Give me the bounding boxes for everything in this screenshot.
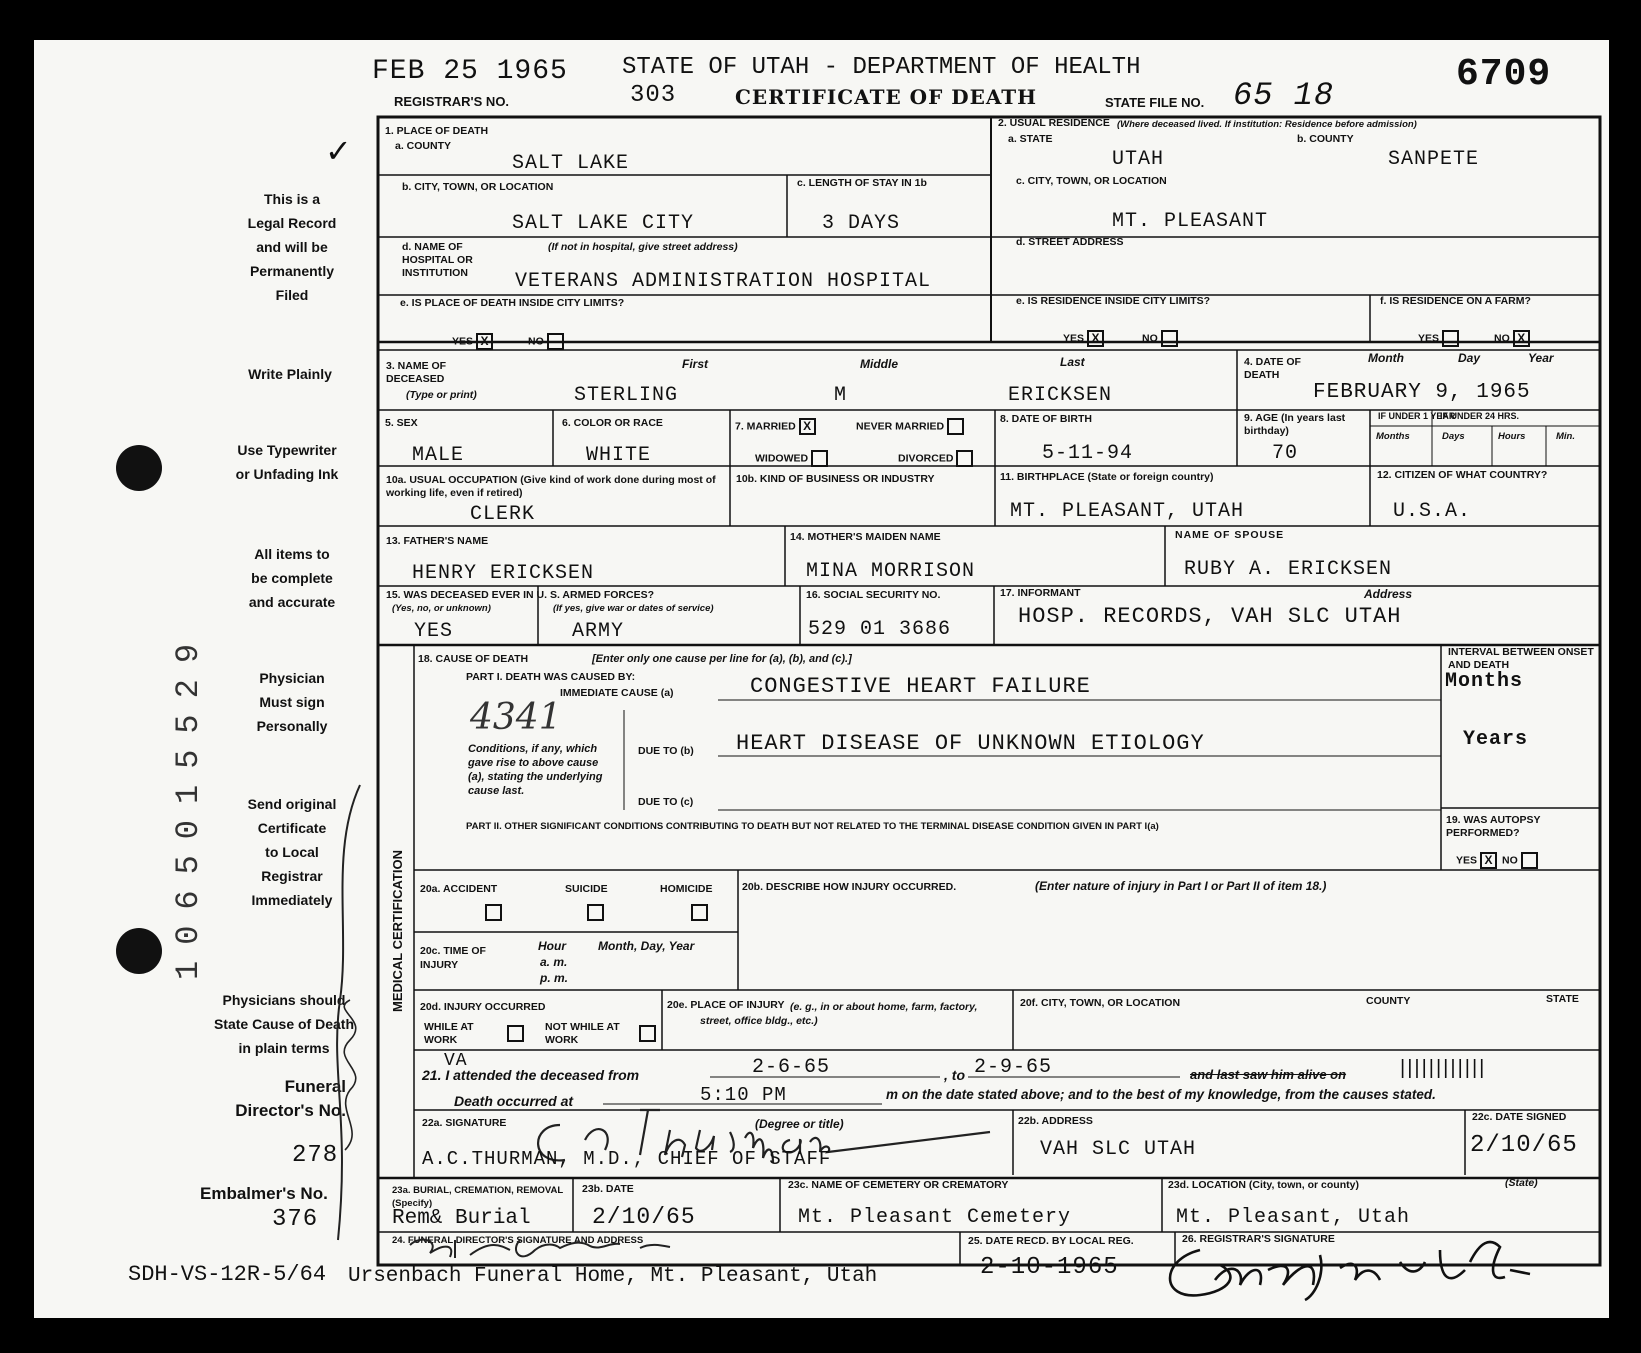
no-checkbox[interactable]: X [1513, 330, 1530, 347]
label-funeral-director: 24. FUNERAL DIRECTOR'S SIGNATURE AND ADDRESS [392, 1235, 644, 1246]
label-last: Last [1060, 355, 1085, 369]
widowed-label: WIDOWED [755, 452, 809, 465]
label-age-min: Min. [1556, 431, 1575, 442]
label-usual-residence: 2. USUAL RESIDENCE [998, 117, 1110, 129]
label-name-deceased: 3. NAME OF DECEASED [386, 360, 447, 385]
value-death-time: 5:10 PM [700, 1084, 787, 1106]
yes-label: YES [1456, 854, 1478, 867]
yes-label: YES [452, 335, 474, 348]
married-label: 7. MARRIED [735, 420, 796, 433]
widowed-checkbox[interactable] [811, 450, 828, 467]
label-to: , to [944, 1067, 965, 1083]
accident-checkbox[interactable] [485, 904, 502, 921]
no-farm [1494, 330, 1530, 347]
value-cause-b: HEART DISEASE OF UNKNOWN ETIOLOGY [736, 731, 1205, 756]
label-month-day-year: Month, Day, Year [598, 939, 695, 953]
label-injury-note: (Enter nature of injury in Part I or Part II of item 18.) [1035, 879, 1327, 893]
label-sex: 5. SEX [385, 417, 418, 429]
label-accident: 20a. ACCIDENT [420, 883, 498, 895]
label-occupation: 10a. USUAL OCCUPATION (Give kind of work done during most of working life, even if retired) [386, 474, 716, 499]
label-date-signed: 22c. DATE SIGNED [1472, 1111, 1567, 1123]
label-birthplace: 11. BIRTHPLACE (State or foreign country) [1000, 471, 1214, 483]
never-married-option [856, 418, 964, 435]
label-due-c: DUE TO (c) [638, 796, 694, 808]
label-middle: Middle [860, 357, 898, 371]
value-phys-address: VAH SLC UTAH [1040, 1138, 1197, 1161]
value-sex: MALE [412, 444, 465, 467]
strike-marks: |||||||||||| [1400, 1057, 1487, 1079]
married-option [735, 418, 816, 435]
value-funeral-home: Ursenbach Funeral Home, Mt. Pleasant, Utah [348, 1265, 878, 1288]
homicide-checkbox[interactable] [691, 904, 708, 921]
label-dob: 8. DATE OF BIRTH [1000, 413, 1092, 425]
label-month: Month [1368, 351, 1404, 365]
yes-autopsy [1456, 852, 1497, 869]
funeral-director-label: Funeral Director's No. [235, 1077, 346, 1120]
value-city: SALT LAKE CITY [512, 212, 695, 235]
label-registrar-signature: 26. REGISTRAR'S SIGNATURE [1182, 1233, 1335, 1245]
label-street: d. STREET ADDRESS [1016, 236, 1124, 248]
label-not-work: NOT WHILE AT WORK [545, 1021, 620, 1046]
label-homicide: HOMICIDE [660, 883, 713, 895]
label-suicide: SUICIDE [565, 883, 608, 895]
no-res-inside [1142, 330, 1178, 347]
label-last-saw: and last saw him alive on [1190, 1067, 1347, 1082]
label-burial-date: 23b. DATE [582, 1183, 634, 1195]
label-war-note: (If yes, give war or dates of service) [553, 603, 714, 614]
label-death-occurred: Death occurred at [454, 1093, 574, 1109]
value-mother: MINA MORRISON [806, 560, 976, 583]
label-first: First [682, 357, 709, 371]
label-age-hours: Hours [1498, 431, 1526, 442]
while-work-checkbox[interactable] [507, 1025, 524, 1042]
value-last-name: ERICKSEN [1008, 384, 1113, 407]
no-checkbox[interactable] [1521, 852, 1538, 869]
registrar-number: 303 [630, 82, 677, 109]
value-cemetery: Mt. Pleasant Cemetery [798, 1206, 1072, 1229]
value-hospital: VETERANS ADMINISTRATION HOSPITAL [515, 270, 932, 293]
value-occupation: CLERK [470, 503, 536, 526]
no-label: NO [1502, 854, 1518, 867]
label-injury-city: 20f. CITY, TOWN, OR LOCATION [1020, 997, 1181, 1009]
value-date-signed: 2/10/65 [1470, 1132, 1578, 1159]
label-burial: 23a. BURIAL, CREMATION, REMOVAL (Specify) [392, 1185, 564, 1209]
notice-write-plainly: Write Plainly [248, 366, 332, 382]
vertical-file-number: 1065015529 [170, 627, 207, 980]
label-attended: 21. I attended the deceased from [422, 1067, 640, 1083]
never-married-label: NEVER MARRIED [856, 420, 945, 433]
label-while-work: WHILE AT WORK [424, 1021, 474, 1046]
label-age: 9. AGE (In years last birthday) [1244, 412, 1346, 437]
label-location: 23d. LOCATION (City, town, or county) [1168, 1179, 1359, 1191]
yes-inside-city [452, 333, 493, 350]
label-address: Address [1364, 587, 1413, 601]
label-county: a. COUNTY [395, 140, 452, 152]
notice-physician-sign: Physician Must sign Personally [256, 670, 328, 734]
value-burial-date: 2/10/65 [592, 1204, 696, 1230]
married-checkbox[interactable]: X [799, 418, 816, 435]
label-ssn: 16. SOCIAL SECURITY NO. [806, 589, 941, 601]
value-war: ARMY [572, 620, 625, 643]
label-informant: 17. INFORMANT [1000, 587, 1081, 599]
value-attended-from: 2-6-65 [752, 1056, 831, 1079]
label-hospital: d. NAME OF HOSPITAL OR INSTITUTION [402, 241, 473, 279]
value-location: Mt. Pleasant, Utah [1176, 1206, 1411, 1229]
label-res-inside: e. IS RESIDENCE INSIDE CITY LIMITS? [1016, 295, 1211, 307]
label-part1: PART I. DEATH WAS CAUSED BY: [466, 671, 636, 683]
certificate-title: CERTIFICATE OF DEATH [735, 85, 1038, 109]
value-father: HENRY ERICKSEN [412, 562, 595, 585]
value-res-city: MT. PLEASANT [1112, 210, 1269, 233]
value-burial: Rem& Burial [392, 1207, 531, 1230]
label-city: b. CITY, TOWN, OR LOCATION [402, 181, 554, 193]
label-immediate-cause: IMMEDIATE CAUSE (a) [560, 687, 674, 699]
notice-legal-record: This is a Legal Record and will be Permanently Filed [247, 191, 337, 303]
label-age-days: Days [1442, 431, 1465, 442]
label-farm: f. IS RESIDENCE ON A FARM? [1380, 295, 1531, 307]
yes-checkbox[interactable] [1442, 330, 1459, 347]
notice-typewriter: Use Typewriter or Unfading Ink [235, 442, 339, 482]
yes-res-inside [1063, 330, 1104, 347]
label-armed-forces: 15. WAS DECEASED EVER IN U. S. ARMED FORCES? [386, 589, 654, 601]
label-phys-address: 22b. ADDRESS [1018, 1115, 1093, 1127]
no-checkbox[interactable] [1161, 330, 1178, 347]
notice-cause-plain: Physicians should State Cause of Death in plain terms [213, 992, 355, 1056]
label-under-1-year: IF UNDER 1 YEAR [1378, 411, 1456, 421]
value-res-state: UTAH [1112, 148, 1165, 171]
label-mother: 14. MOTHER'S MAIDEN NAME [790, 531, 941, 543]
label-race: 6. COLOR OR RACE [562, 417, 663, 429]
value-age: 70 [1272, 442, 1299, 465]
notice-complete: All items to be complete and accurate [248, 546, 336, 610]
label-location-state: (State) [1505, 1177, 1538, 1189]
yes-label: YES [1418, 332, 1440, 345]
label-hospital-note: (If not in hospital, give street address) [548, 241, 738, 253]
check-mark: ✓ [325, 133, 352, 169]
label-citizen: 12. CITIZEN OF WHAT COUNTRY? [1377, 469, 1548, 481]
yes-checkbox[interactable]: X [476, 333, 493, 350]
value-dob: 5-11-94 [1042, 442, 1134, 465]
value-res-county: SANPETE [1388, 148, 1480, 171]
label-cemetery: 23c. NAME OF CEMETERY OR CREMATORY [788, 1179, 1009, 1191]
label-date-death: 4. DATE OF DEATH [1244, 356, 1301, 381]
widowed-option [755, 450, 828, 467]
never-married-checkbox[interactable] [947, 418, 964, 435]
label-interval: INTERVAL BETWEEN ONSET AND DEATH [1448, 646, 1594, 671]
value-first-name: STERLING [574, 384, 679, 407]
yes-farm [1418, 330, 1459, 347]
no-inside-city [528, 333, 564, 350]
value-interval-b: Years [1463, 728, 1529, 751]
no-autopsy [1502, 852, 1538, 869]
label-res-county: b. COUNTY [1297, 133, 1354, 145]
label-business: 10b. KIND OF BUSINESS OR INDUSTRY [736, 473, 935, 485]
label-state: a. STATE [1008, 133, 1053, 145]
label-type-print: (Type or print) [406, 389, 477, 401]
label-due-b: DUE TO (b) [638, 745, 694, 757]
state-file-label: STATE FILE NO. [1105, 95, 1205, 110]
medical-certification-label: MEDICAL CERTIFICATION [390, 849, 405, 1012]
label-under-24-hours: IF UNDER 24 HRS. [1440, 411, 1520, 421]
value-date-death: FEBRUARY 9, 1965 [1313, 381, 1531, 404]
value-physician-name: A.C.THURMAN, M.D., CHIEF OF STAFF [422, 1148, 832, 1170]
no-label: NO [1142, 332, 1158, 345]
label-day: Day [1458, 351, 1481, 365]
label-time-injury: 20c. TIME OF INJURY [420, 945, 486, 971]
label-autopsy: 19. WAS AUTOPSY PERFORMED? [1446, 814, 1541, 839]
stamp-number: 6709 [1456, 53, 1552, 96]
received-date-stamp: FEB 25 1965 [372, 56, 568, 87]
label-signature: 22a. SIGNATURE [422, 1117, 507, 1129]
state-title: STATE OF UTAH - DEPARTMENT OF HEALTH [622, 54, 1141, 81]
label-year: Year [1528, 351, 1554, 365]
divorced-option [898, 450, 973, 467]
label-pm: p. m. [540, 971, 569, 985]
label-conditions: Conditions, if any, which gave rise to above cause (a), stating the underlying cause last. [468, 743, 603, 797]
value-citizen: U.S.A. [1393, 500, 1472, 523]
divorced-checkbox[interactable] [956, 450, 973, 467]
value-race: WHITE [586, 444, 652, 467]
label-cause-of-death: 18. CAUSE OF DEATH [418, 653, 529, 665]
label-injury-occurred: 20d. INJURY OCCURRED [420, 1001, 546, 1013]
value-ssn: 529 01 3686 [808, 618, 952, 641]
funeral-director-number: 278 [292, 1142, 339, 1169]
label-cause-note: [Enter only one cause per line for (a), (b), and (c).] [592, 653, 852, 665]
label-injury-county: COUNTY [1366, 995, 1411, 1007]
label-describe-injury: 20b. DESCRIBE HOW INJURY OCCURRED. [742, 881, 957, 893]
value-va: VA [444, 1051, 468, 1071]
value-date-recd: 2-10-1965 [980, 1254, 1119, 1281]
registrar-label: REGISTRAR'S NO. [394, 94, 510, 109]
label-hour: Hour [538, 939, 566, 953]
value-birthplace: MT. PLEASANT, UTAH [1010, 500, 1245, 523]
label-date-recd: 25. DATE RECD. BY LOCAL REG. [968, 1235, 1134, 1247]
notice-send-original: Send original Certificate to Local Registrar Immediately [247, 796, 337, 908]
value-cause-a: CONGESTIVE HEART FAILURE [750, 674, 1091, 699]
label-place-of-death: 1. PLACE OF DEATH [385, 125, 489, 137]
yes-checkbox[interactable]: X [1087, 330, 1104, 347]
value-length-stay: 3 DAYS [822, 212, 901, 235]
yes-label: YES [1063, 332, 1085, 345]
label-degree: (Degree or title) [755, 1117, 844, 1131]
value-middle-name: M [834, 384, 848, 407]
label-age-months: Months [1376, 431, 1410, 442]
label-death-tail: m on the date stated above; and to the best of my knowledge, from the causes stated. [886, 1087, 1436, 1102]
value-spouse: RUBY A. ERICKSEN [1184, 558, 1393, 581]
label-place-injury-note: (e. g., in or about home, farm, factory, street, office bldg., etc.) [700, 1001, 978, 1027]
embalmer-label: Embalmer's No. [200, 1184, 328, 1203]
label-part2: PART II. OTHER SIGNIFICANT CONDITIONS CONTRIBUTING TO DEATH BUT NOT RELATED TO THE TERMINAL DISEASE CONDITION GIVEN IN PART I(a) [466, 821, 1159, 832]
value-interval-a: Months [1445, 670, 1524, 693]
value-armed: YES [414, 620, 454, 643]
handwritten-code: 4341 [470, 697, 562, 738]
no-label: NO [528, 335, 544, 348]
label-injury-state: STATE [1546, 993, 1579, 1005]
label-inside-city: e. IS PLACE OF DEATH INSIDE CITY LIMITS? [400, 297, 625, 309]
value-informant: HOSP. RECORDS, VAH SLC UTAH [1018, 604, 1402, 629]
label-length-stay: c. LENGTH OF STAY IN 1b [797, 177, 927, 189]
no-checkbox[interactable] [547, 333, 564, 350]
value-attended-to: 2-9-65 [974, 1056, 1053, 1079]
label-am: a. m. [540, 955, 568, 969]
label-residence-note: (Where deceased lived. If institution: Residence before admission) [1117, 119, 1417, 130]
no-label: NO [1494, 332, 1510, 345]
form-number: SDH-VS-12R-5/64 [128, 1262, 327, 1287]
value-county: SALT LAKE [512, 152, 630, 175]
label-spouse: NAME OF SPOUSE [1175, 529, 1285, 541]
yes-checkbox[interactable]: X [1480, 852, 1497, 869]
embalmer-number: 376 [272, 1206, 319, 1233]
label-place-injury: 20e. PLACE OF INJURY [667, 999, 785, 1011]
suicide-checkbox[interactable] [587, 904, 604, 921]
state-file-number: 65 18 [1233, 77, 1335, 114]
label-res-city: c. CITY, TOWN, OR LOCATION [1016, 175, 1167, 187]
divorced-label: DIVORCED [898, 452, 954, 465]
not-work-checkbox[interactable] [639, 1025, 656, 1042]
label-father: 13. FATHER'S NAME [386, 535, 489, 547]
label-armed-note: (Yes, no, or unknown) [392, 603, 491, 614]
